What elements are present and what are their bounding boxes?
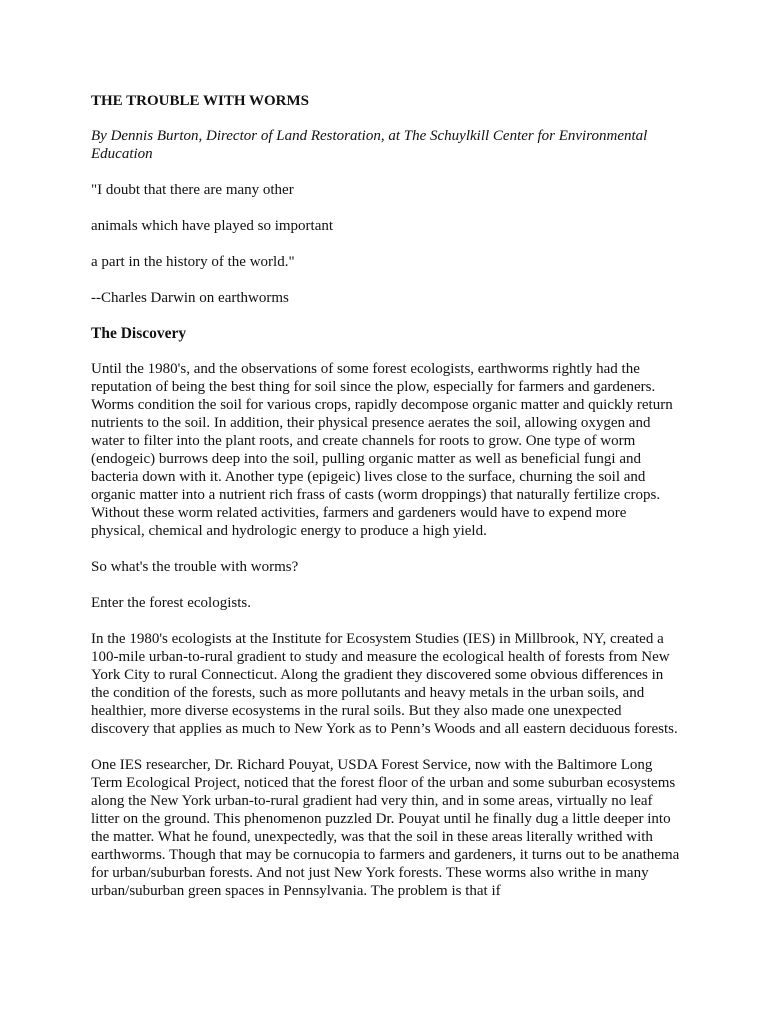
body-paragraph: So what's the trouble with worms? <box>91 559 299 575</box>
quote-line: animals which have played so important <box>91 218 334 234</box>
body-paragraph: Until the 1980's, and the observations of some forest ecologists, earthworms rightly had the reputation of being the best thing for soil since the plow, especially for farmers and gardeners. Worms condition the soil for various crops, rapidly decompose organic matter and quickly return nutrients to the soil. In addition, their physical presence aerates the soil, allowing oxygen and water to filter into the plant roots, and create channels for roots to grow. One type of worm (endogeic) burrows deep into the soil, pulling organic matter as well as beneficial fungi and bacteria down with it. Another type (epigeic) lives close to the surface, churning the soil and organic matter into a nutrient rich frass of casts (worm droppings) that naturally fertilize crops. Without these worm related activities, farmers and gardeners would have to expend more physical, chemical and hydrologic energy to produce a high yield. <box>91 361 673 539</box>
document-title: THE TROUBLE WITH WORMS <box>91 93 309 109</box>
quote-line: "I doubt that there are many other <box>91 182 294 198</box>
section-heading: The Discovery <box>91 325 187 342</box>
document-page <box>91 92 681 918</box>
body-paragraph: One IES researcher, Dr. Richard Pouyat, USDA Forest Service, now with the Baltimore Long Term Ecological Project, noticed that the forest floor of the urban and some suburban ecosystems along the New York urban-to-rural gradient had very thin, and in some areas, virtually no leaf litter on the ground. This phenomenon puzzled Dr. Pouyat until he finally dug a little deeper into the matter. What he found, unexpectedly, was that the soil in these areas literally writhed with earthworms. Though that may be cornucopia to farmers and gardeners, it turns out to be anathema for urban/suburban forests. And not just New York forests. These worms also writhe in many urban/suburban green spaces in Pennsylvania. The problem is that if <box>91 757 680 899</box>
byline: By Dennis Burton, Director of Land Restoration, at The Schuylkill Center for Environmental Education <box>91 128 648 162</box>
quote-line: a part in the history of the world." <box>91 254 295 270</box>
quote-attribution: --Charles Darwin on earthworms <box>91 290 289 306</box>
body-paragraph: In the 1980's ecologists at the Institute for Ecosystem Studies (IES) in Millbrook, NY, created a 100-mile urban-to-rural gradient to study and measure the ecological health of forests from New York City to rural Connecticut. Along the gradient they discovered some obvious differences in the condition of the forests, such as more pollutants and heavy metals in the urban soils, and healthier, more diverse ecosystems in the rural soils. But they also made one unexpected discovery that applies as much to New York as to Penn’s Woods and all eastern deciduous forests. <box>91 631 678 737</box>
body-paragraph: Enter the forest ecologists. <box>91 595 251 611</box>
